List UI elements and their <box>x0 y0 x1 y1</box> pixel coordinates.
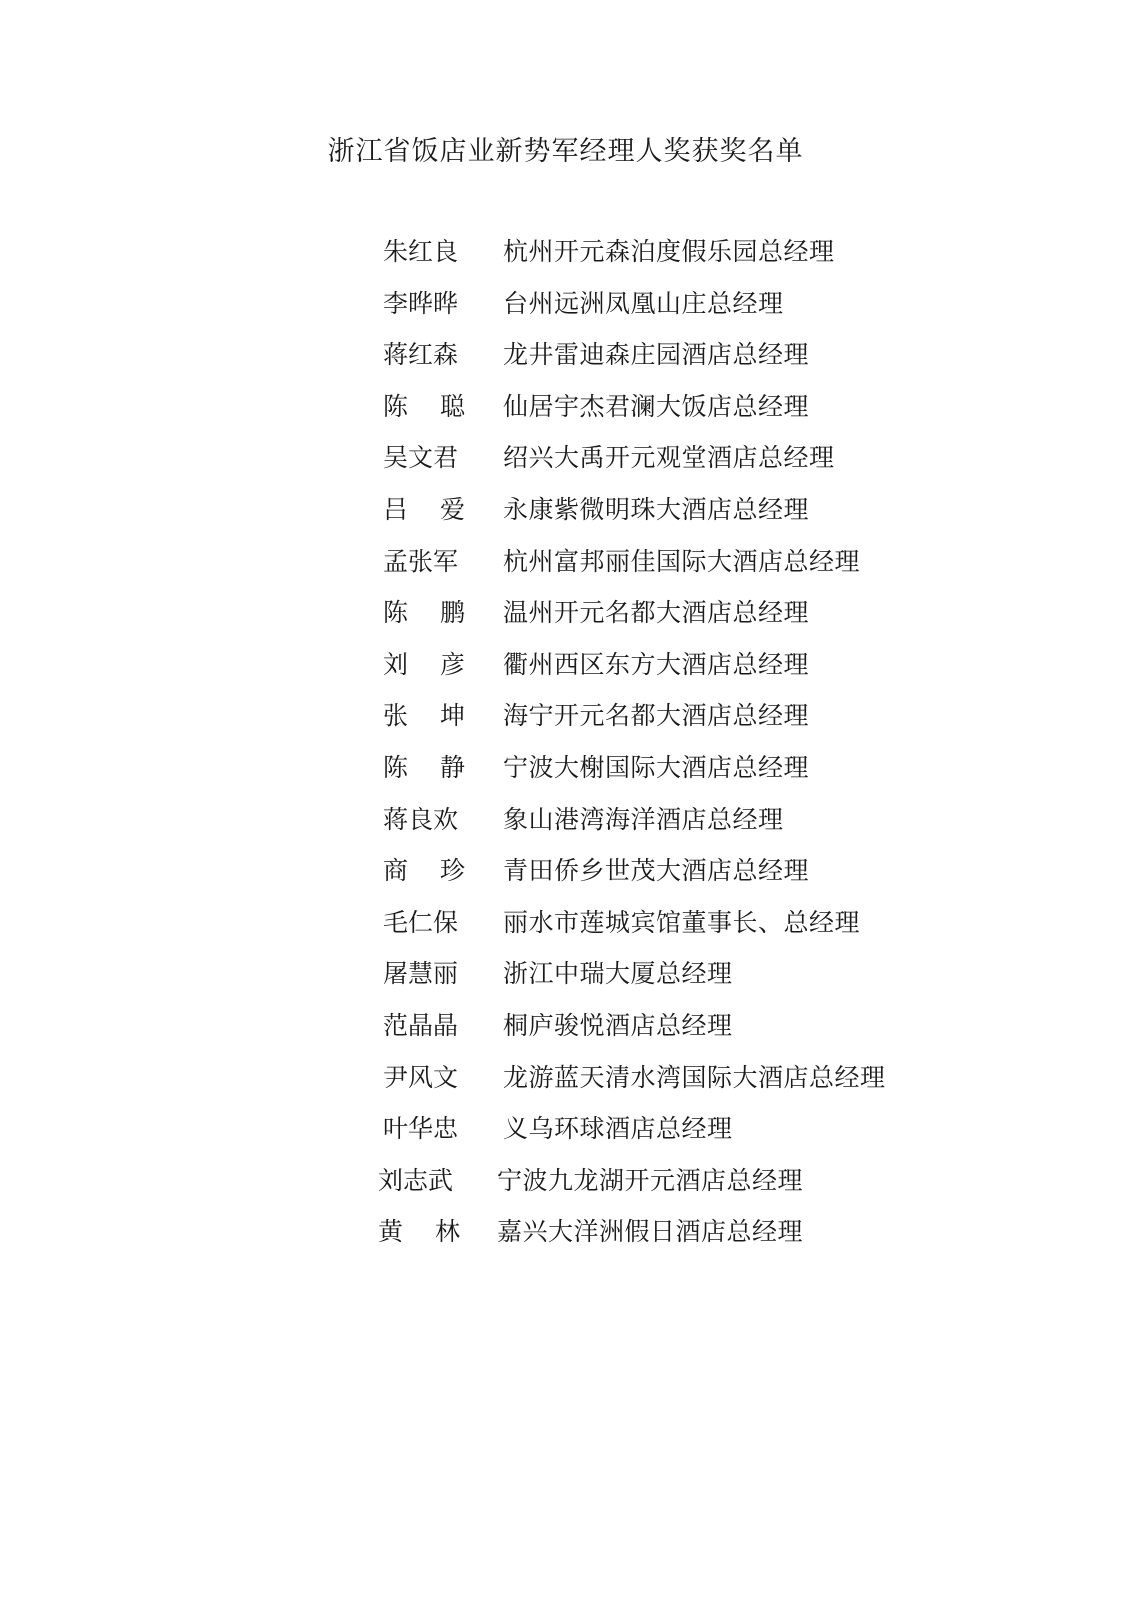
winner-name: 商 珍 <box>383 856 465 886</box>
winner-title: 义乌环球酒店总经理 <box>503 1114 733 1144</box>
winner-title: 衢州西区东方大酒店总经理 <box>503 649 810 679</box>
winner-name: 黄 林 <box>378 1217 460 1247</box>
list-item <box>0 956 1131 1008</box>
winner-name: 孟张军 <box>383 546 459 576</box>
list-item <box>0 750 1131 802</box>
document-title: 浙江省饭店业新势军经理人奖获奖名单 <box>327 136 804 167</box>
list-item <box>0 802 1131 854</box>
winner-title: 台州远洲凤凰山庄总经理 <box>503 288 784 318</box>
winner-title: 嘉兴大洋洲假日酒店总经理 <box>497 1217 804 1247</box>
winner-title: 永康紫微明珠大酒店总经理 <box>503 494 810 524</box>
list-item <box>0 1060 1131 1112</box>
winner-title: 仙居宇杰君澜大饭店总经理 <box>503 391 810 421</box>
winner-name: 陈 静 <box>383 752 465 782</box>
winner-title: 杭州开元森泊度假乐园总经理 <box>503 237 835 266</box>
winner-title: 象山港湾海洋酒店总经理 <box>503 804 784 834</box>
winner-title: 温州开元名都大酒店总经理 <box>503 598 810 628</box>
winner-title: 宁波九龙湖开元酒店总经理 <box>497 1165 804 1195</box>
list-item <box>0 1214 1131 1266</box>
list-item <box>0 544 1131 596</box>
list-item <box>0 1111 1131 1163</box>
winner-name: 陈 聪 <box>383 391 465 421</box>
winner-title: 浙江中瑞大厦总经理 <box>503 959 733 989</box>
list-item <box>0 905 1131 957</box>
winner-name: 蒋红森 <box>383 340 459 370</box>
list-item <box>0 595 1131 647</box>
list-item <box>0 1008 1131 1060</box>
winner-name: 刘 彦 <box>383 649 465 679</box>
winner-title: 龙井雷迪森庄园酒店总经理 <box>503 340 810 370</box>
list-item <box>0 389 1131 441</box>
winner-title: 青田侨乡世茂大酒店总经理 <box>503 856 810 886</box>
winner-name: 陈 鹏 <box>383 598 465 628</box>
winner-title: 龙游蓝天清水湾国际大酒店总经理 <box>503 1062 886 1092</box>
winner-name: 张 坤 <box>383 701 465 731</box>
list-item <box>0 492 1131 544</box>
winner-title: 杭州富邦丽佳国际大酒店总经理 <box>503 546 861 576</box>
award-winner-list <box>0 234 1131 1266</box>
list-item <box>0 337 1131 389</box>
winner-title: 海宁开元名都大酒店总经理 <box>503 701 810 731</box>
list-item <box>0 440 1131 492</box>
winner-name: 李晔晔 <box>383 288 459 318</box>
winner-name: 尹风文 <box>383 1062 459 1092</box>
winner-name: 毛仁保 <box>383 907 459 937</box>
list-item <box>0 1163 1131 1215</box>
list-item <box>0 647 1131 699</box>
winner-title: 宁波大榭国际大酒店总经理 <box>503 752 810 782</box>
winner-name: 朱红良 <box>383 237 459 266</box>
list-item <box>0 234 1131 286</box>
list-item <box>0 853 1131 905</box>
list-item <box>0 698 1131 750</box>
winner-name: 屠慧丽 <box>383 959 459 989</box>
winner-name: 吴文君 <box>383 443 459 473</box>
winner-title: 丽水市莲城宾馆董事长、总经理 <box>503 907 861 937</box>
list-item <box>0 286 1131 338</box>
winner-name: 刘志武 <box>378 1165 454 1195</box>
winner-title: 绍兴大禹开元观堂酒店总经理 <box>503 443 835 473</box>
winner-name: 范晶晶 <box>383 1010 459 1040</box>
winner-name: 蒋良欢 <box>383 804 459 834</box>
winner-name: 叶华忠 <box>383 1114 459 1144</box>
winner-name: 吕 爱 <box>383 494 465 524</box>
winner-title: 桐庐骏悦酒店总经理 <box>503 1010 733 1040</box>
